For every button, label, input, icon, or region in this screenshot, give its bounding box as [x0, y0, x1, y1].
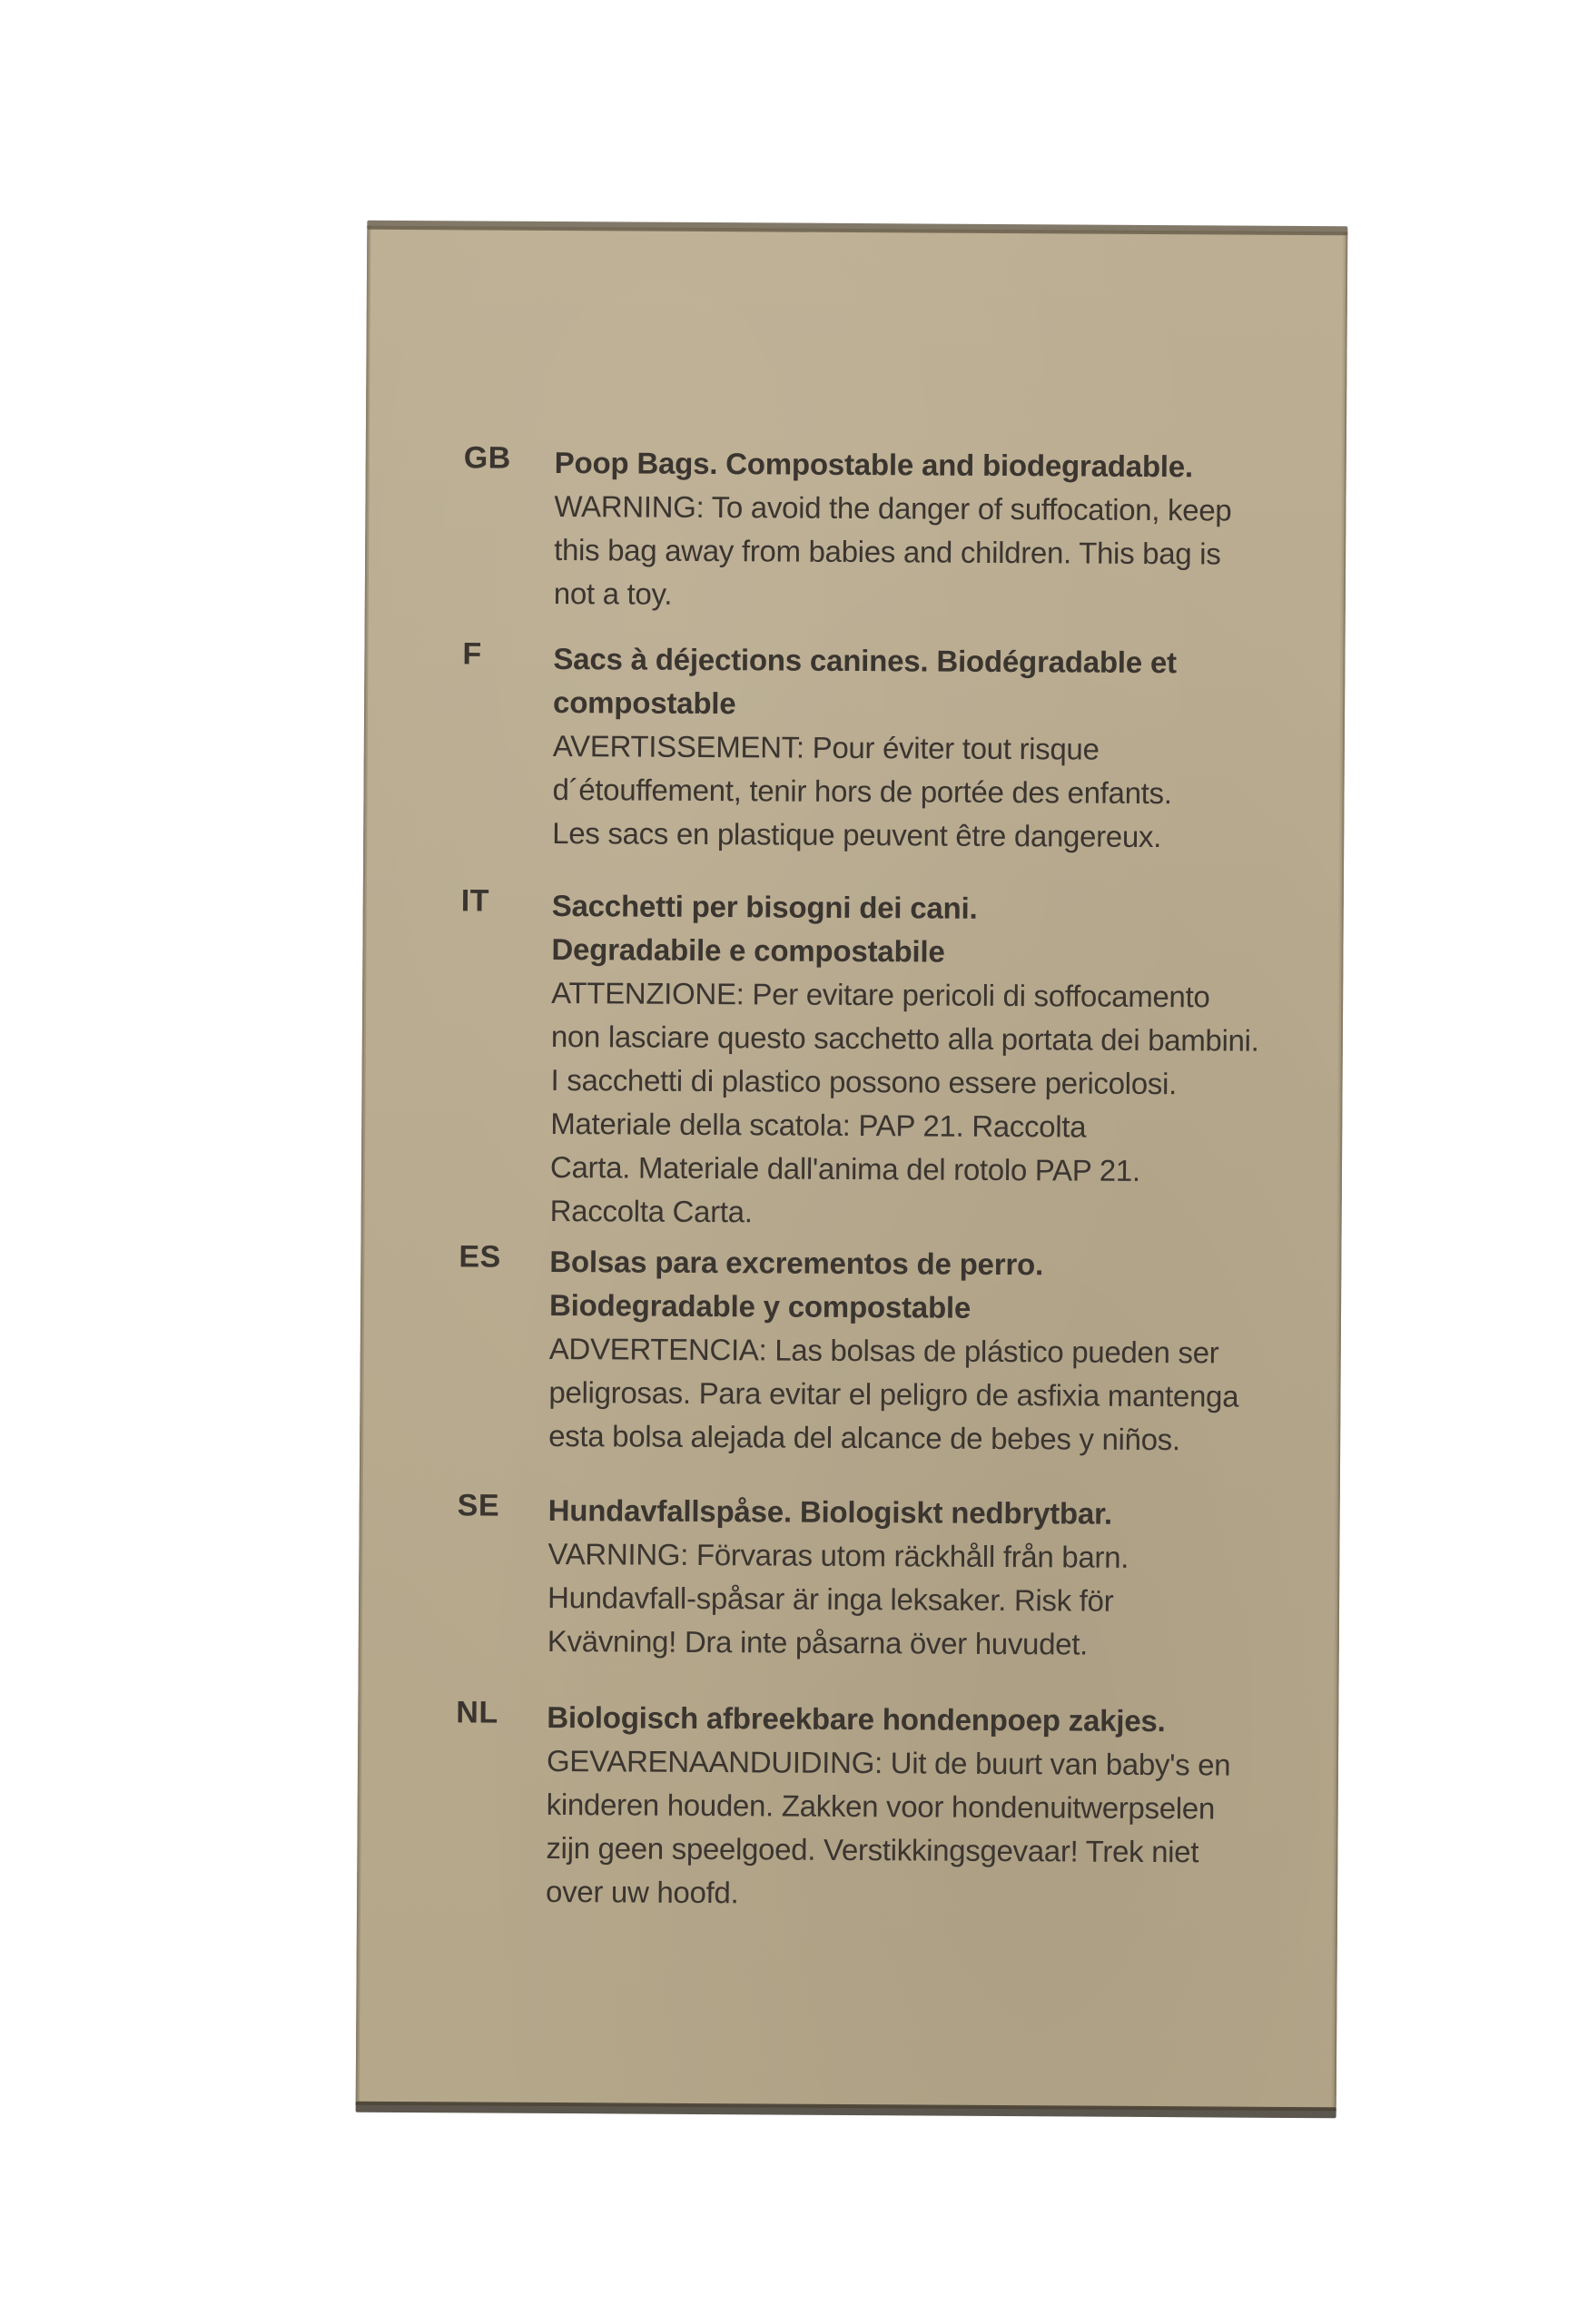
warning-line: Materiale della scatola: PAP 21. Raccolta: [550, 1106, 1087, 1144]
section-gb: [463, 440, 1308, 611]
warning-line: VARNING: Förvaras utom räckhåll från barn.: [547, 1536, 1129, 1574]
warning-line: ATTENZIONE: Per evitare pericoli di soffocamento: [551, 975, 1210, 1014]
section-content: [546, 1696, 1300, 1918]
warning-line: this bag away from babies and children. This bag is: [554, 532, 1221, 571]
section-heading: Biodegradable y compostable: [548, 1287, 971, 1324]
section-content: [547, 1489, 1302, 1668]
language-code: F: [462, 636, 482, 672]
warning-line: ADVERTENCIA: Las bolsas de plástico pueden ser: [548, 1331, 1219, 1370]
warning-line: GEVARENAANDUIDING: Uit de buurt van baby's en: [546, 1743, 1231, 1782]
warning-line: AVERTISSEMENT: Pour éviter tout risque: [552, 728, 1100, 766]
section-it: [460, 883, 1306, 1229]
section-content: [554, 441, 1308, 620]
section-heading: Poop Bags. Compostable and biodegradable.: [554, 445, 1194, 484]
warning-line: zijn geen speelgoed. Verstikkingsgevaar! Trek niet: [546, 1830, 1199, 1869]
warning-line: Carta. Materiale dall'anima del rotolo PAP 21.: [549, 1149, 1140, 1187]
warning-line: I sacchetti di plastico possono essere pericolosi.: [550, 1062, 1178, 1101]
section-heading: Sacchetti per bisogni dei cani.: [551, 888, 978, 925]
warning-line: not a toy.: [553, 576, 673, 611]
language-code: IT: [460, 883, 490, 919]
section-f: [462, 636, 1307, 854]
warning-line: Les sacs en plastique peuvent être dangereux.: [552, 815, 1162, 854]
warning-line: kinderen houden. Zakken voor hondenuitwerpselen: [546, 1787, 1216, 1826]
warning-line: esta bolsa alejada del alcance de bebes y niños.: [548, 1418, 1180, 1457]
section-heading: Hundavfallspåse. Biologiskt nedbrytbar.: [547, 1492, 1112, 1531]
section-se: [457, 1488, 1302, 1661]
warning-line: WARNING: To avoid the danger of suffocation, keep: [554, 488, 1232, 527]
section-heading: Degradabile e compostabile: [551, 931, 945, 969]
warning-line: peligrosas. Para evitar el peligro de asfixia mantenga: [548, 1374, 1239, 1413]
section-heading: compostable: [553, 684, 736, 721]
section-heading: Bolsas para excrementos de perro.: [549, 1244, 1044, 1282]
section-heading: Sacs à déjections canines. Biodégradable et: [553, 641, 1178, 680]
language-code: SE: [457, 1488, 500, 1523]
cardboard-box-panel: [356, 226, 1348, 2112]
warning-line: d´étouffement, tenir hors de portée des enfants.: [552, 772, 1172, 811]
section-content: [550, 884, 1306, 1237]
warning-line: Raccolta Carta.: [549, 1193, 753, 1229]
warning-line: Kvävning! Dra inte påsarna över huvudet.: [547, 1623, 1089, 1661]
section-content: [548, 1240, 1303, 1462]
language-code: NL: [456, 1695, 498, 1730]
section-es: [459, 1239, 1304, 1457]
section-content: [552, 637, 1307, 860]
language-code: GB: [463, 440, 511, 476]
warning-line: over uw hoofd.: [546, 1874, 739, 1910]
warning-line: Hundavfall-spåsar är inga leksaker. Risk för: [547, 1580, 1114, 1618]
section-nl: [456, 1695, 1300, 1910]
language-code: ES: [459, 1239, 501, 1275]
section-heading: Biologisch afbreekbare hondenpoep zakjes.: [547, 1699, 1166, 1738]
multilingual-label-text: [356, 226, 1348, 2112]
warning-line: non lasciare questo sacchetto alla portata dei bambini.: [550, 1019, 1259, 1058]
